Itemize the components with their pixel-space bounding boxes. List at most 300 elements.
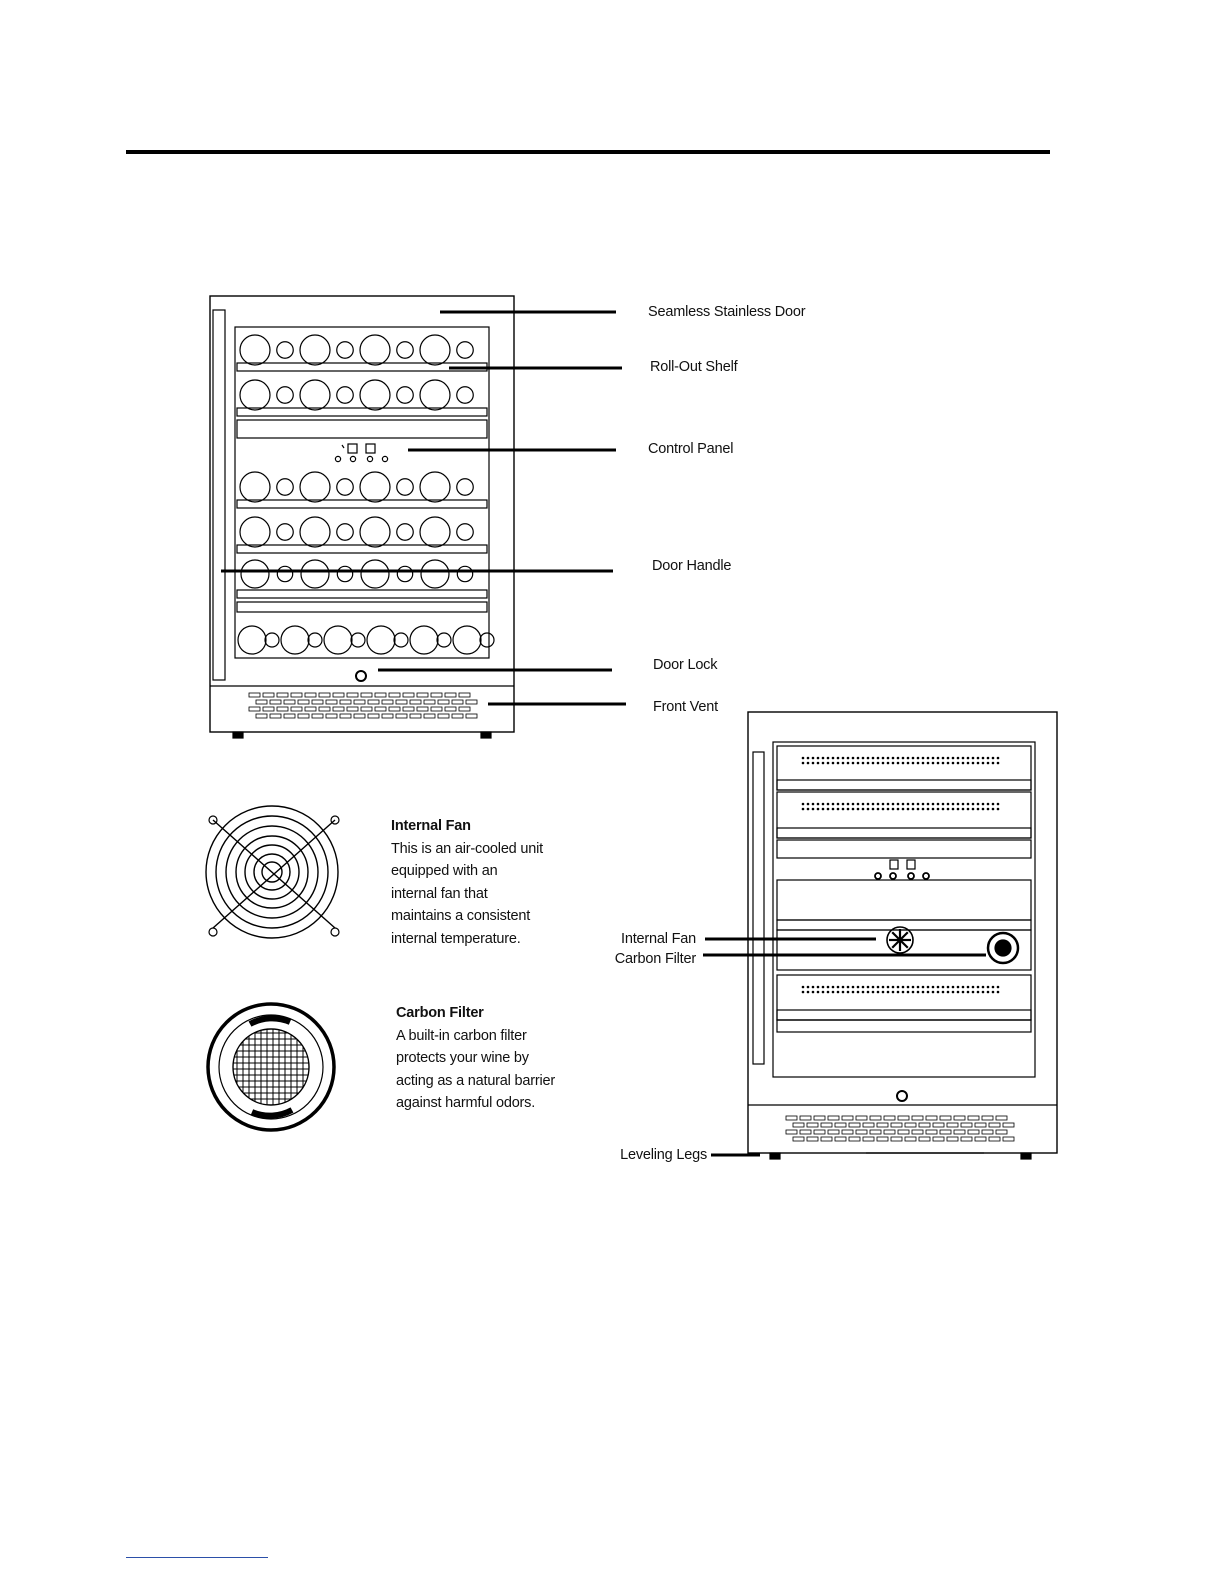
shelf-perforation [852, 991, 855, 994]
vent-slot [396, 700, 407, 704]
vent-slot [940, 1116, 951, 1120]
shelf-perforation [927, 757, 930, 760]
display-indicator [342, 445, 344, 448]
shelf-perforation [982, 808, 985, 811]
wire-shelf [777, 880, 1031, 920]
vent-slot [361, 693, 372, 697]
shelf-perforation [952, 762, 955, 765]
vent-slot [389, 693, 400, 697]
vent-slot [926, 1116, 937, 1120]
shelf-perforation [852, 757, 855, 760]
control-button [875, 873, 881, 879]
shelf-perforation [852, 986, 855, 989]
vent-slot [814, 1116, 825, 1120]
shelf-perforation [872, 986, 875, 989]
shelf-perforation [922, 986, 925, 989]
vent-slot [417, 693, 428, 697]
shelf-perforation [987, 803, 990, 806]
shelf-perforation [977, 991, 980, 994]
door-lock-icon [897, 1091, 907, 1101]
vent-slot [863, 1123, 874, 1127]
shelf-perforation [907, 991, 910, 994]
vent-slot [326, 700, 337, 704]
vent-slot [968, 1116, 979, 1120]
shelf-perforation [847, 808, 850, 811]
shelf-perforation [867, 803, 870, 806]
shelf-perforation [897, 757, 900, 760]
shelf-perforation [917, 757, 920, 760]
shelf-perforation [892, 986, 895, 989]
shelf-perforation [837, 986, 840, 989]
vent-slot [821, 1123, 832, 1127]
shelf-perforation [957, 808, 960, 811]
vent-slot [361, 707, 372, 711]
vent-slot [912, 1116, 923, 1120]
shelf-perforation [832, 986, 835, 989]
vent-slot [410, 700, 421, 704]
vent-slot [424, 714, 435, 718]
vent-slot [786, 1130, 797, 1134]
shelf-perforation [892, 991, 895, 994]
vent-slot [403, 693, 414, 697]
vent-slot [793, 1123, 804, 1127]
vent-slot [424, 700, 435, 704]
carbon-filter-description [396, 1002, 555, 1115]
shelf-perforation [857, 808, 860, 811]
bottle-end [300, 380, 330, 410]
shelf-perforation [907, 808, 910, 811]
shelf-perforation [952, 808, 955, 811]
filter-inner-ring [219, 1015, 323, 1119]
bottle-end [300, 517, 330, 547]
shelf-perforation [812, 986, 815, 989]
bottle-end [337, 566, 352, 581]
shelf-perforation [927, 991, 930, 994]
fan-blade [892, 932, 900, 940]
vent-slot [340, 700, 351, 704]
bottle-end [420, 335, 450, 365]
label-control-panel: Control Panel [648, 441, 734, 457]
wire-shelf [777, 975, 1031, 1020]
shelf-perforation [822, 757, 825, 760]
shelf-perforation [952, 803, 955, 806]
bottle-end [397, 387, 414, 404]
control-button [890, 873, 896, 879]
shelf-perforation [897, 808, 900, 811]
shelf-perforation [832, 762, 835, 765]
vent-slot [340, 714, 351, 718]
vent-slot [1003, 1123, 1014, 1127]
shelf-perforation [807, 991, 810, 994]
shelf-perforation [987, 991, 990, 994]
bottle-end [337, 342, 354, 359]
shelf-perforation [992, 991, 995, 994]
shelf-perforation [987, 762, 990, 765]
filter-core [995, 940, 1011, 956]
shelf-perforation [962, 762, 965, 765]
shelf-front-rail [777, 920, 1031, 930]
shelf-perforation [837, 808, 840, 811]
vent-slot [291, 707, 302, 711]
label-roll-out-shelf: Roll-Out Shelf [650, 359, 738, 375]
bottle-end [420, 380, 450, 410]
vent-slot [410, 714, 421, 718]
vent-slot [940, 1130, 951, 1134]
shelf-perforation [902, 991, 905, 994]
shelf-perforation [802, 762, 805, 765]
shelf-perforation [922, 757, 925, 760]
shelf-perforation [912, 986, 915, 989]
vent-slot [270, 714, 281, 718]
control-button [382, 456, 387, 461]
display-digit-box [348, 444, 357, 453]
shelf-perforation [877, 808, 880, 811]
bottle-end [360, 472, 390, 502]
shelf-perforation [972, 808, 975, 811]
bottle-end [240, 472, 270, 502]
fan-blade [892, 940, 900, 948]
shelf-perforation [972, 991, 975, 994]
shelf-perforation [877, 986, 880, 989]
desc-line: internal fan that [391, 885, 488, 902]
shelf-perforation [912, 991, 915, 994]
shelf-perforation [957, 757, 960, 760]
vent-slot [807, 1123, 818, 1127]
control-panel [335, 444, 387, 462]
label-door-lock: Door Lock [653, 657, 718, 673]
shelf-perforation [862, 986, 865, 989]
shelf-perforation [887, 803, 890, 806]
leveling-leg [233, 732, 243, 738]
label-front-vent: Front Vent [653, 699, 718, 715]
shelf-perforation [917, 986, 920, 989]
vent-slot [947, 1137, 958, 1141]
desc-line: protects your wine by [396, 1050, 529, 1066]
vent-slot [431, 693, 442, 697]
vent-slot [249, 707, 260, 711]
shelf-perforation [907, 757, 910, 760]
shelf-perforation [997, 808, 1000, 811]
shelf-front-rail [777, 780, 1031, 790]
shelf-perforation [812, 757, 815, 760]
bottle-end [360, 517, 390, 547]
vent-slot [452, 700, 463, 704]
carbon-filter-title: Carbon Filter [396, 1005, 484, 1021]
shelf-perforation [937, 991, 940, 994]
vent-slot [256, 714, 267, 718]
shelf-perforation [907, 986, 910, 989]
bottle-neck [480, 633, 494, 647]
guard-screw-hole [331, 928, 339, 936]
vent-slot [277, 707, 288, 711]
shelf-perforation [967, 757, 970, 760]
bottle-end [281, 626, 309, 654]
shelf-perforation [817, 803, 820, 806]
cabinet-outline [748, 712, 1057, 1153]
bottle-end [337, 387, 354, 404]
shelf-perforation [982, 803, 985, 806]
vent-slot [466, 714, 477, 718]
shelf-perforation [932, 762, 935, 765]
shelf-perforation [832, 757, 835, 760]
shelf-perforation [922, 991, 925, 994]
filter-tab [252, 1110, 292, 1116]
shelf-perforation [832, 991, 835, 994]
shelf-perforation [892, 762, 895, 765]
shelf-perforation [807, 762, 810, 765]
bottle-neck [308, 633, 322, 647]
bottle-end [277, 387, 294, 404]
carbon-filter-icon [208, 1004, 334, 1130]
shelf-perforation [987, 757, 990, 760]
roll-out-shelf [237, 545, 487, 553]
wire-shelf [777, 792, 1031, 838]
shelf-perforation [947, 986, 950, 989]
vent-slot [912, 1130, 923, 1134]
vent-slot [277, 693, 288, 697]
vent-slot [975, 1123, 986, 1127]
shelf-front-rail [237, 602, 487, 612]
shelf-perforation [937, 757, 940, 760]
shelf-perforation [817, 991, 820, 994]
shelf-perforation [872, 803, 875, 806]
shelf-perforation [812, 762, 815, 765]
bottle-neck [351, 633, 365, 647]
shelf-perforation [842, 991, 845, 994]
shelf-perforation [812, 803, 815, 806]
door-lock-icon [356, 671, 366, 681]
bottle-neck [437, 633, 451, 647]
bottle-end [277, 342, 294, 359]
vent-slot [891, 1137, 902, 1141]
shelf-perforation [907, 762, 910, 765]
shelf-perforation [842, 757, 845, 760]
roll-out-shelf [237, 500, 487, 508]
shelf-perforation [882, 762, 885, 765]
shelf-perforation [842, 808, 845, 811]
vent-slot [312, 700, 323, 704]
shelf-perforation [947, 757, 950, 760]
vent-slot [298, 714, 309, 718]
vent-slot [821, 1137, 832, 1141]
vent-slot [870, 1116, 881, 1120]
shelf-perforation [917, 991, 920, 994]
roll-out-shelf [237, 408, 487, 416]
bottle-end [337, 524, 354, 541]
label-seamless-door: Seamless Stainless Door [648, 304, 806, 320]
shelf-perforation [827, 757, 830, 760]
fan-blade [900, 932, 908, 940]
vent-slot [849, 1137, 860, 1141]
filter-outer-ring [208, 1004, 334, 1130]
vent-slot [933, 1137, 944, 1141]
shelf-perforation [962, 991, 965, 994]
shelf-perforation [887, 757, 890, 760]
bottle-end [420, 517, 450, 547]
shelf-perforation [957, 803, 960, 806]
vent-slot [800, 1116, 811, 1120]
shelf-perforation [942, 808, 945, 811]
shelf-perforation [897, 986, 900, 989]
bottle-end [277, 524, 294, 541]
shelf-perforation [927, 808, 930, 811]
shelf-perforation [887, 991, 890, 994]
vent-slot [368, 714, 379, 718]
roll-out-shelf [237, 590, 487, 598]
shelf-perforation [917, 808, 920, 811]
vent-slot [354, 700, 365, 704]
bottle-end [397, 524, 414, 541]
vent-slot [800, 1130, 811, 1134]
vent-slot [438, 700, 449, 704]
shelf-perforation [902, 986, 905, 989]
bottle-end [360, 335, 390, 365]
bottle-end [397, 479, 414, 496]
front-vent-grille [786, 1116, 1014, 1141]
shelf-perforation [992, 757, 995, 760]
vent-slot [919, 1123, 930, 1127]
shelf-perforation [857, 991, 860, 994]
vent-slot [333, 707, 344, 711]
vent-slot [270, 700, 281, 704]
shelf-perforation [942, 803, 945, 806]
bottle-end [361, 560, 389, 588]
bottle-end [337, 479, 354, 496]
vent-slot [933, 1123, 944, 1127]
vent-slot [919, 1137, 930, 1141]
bottle-end [453, 626, 481, 654]
desc-line: A built-in carbon filter [396, 1027, 527, 1044]
vent-slot [347, 707, 358, 711]
shelf-perforation [942, 991, 945, 994]
shelf-perforation [862, 991, 865, 994]
shelf-perforation [932, 757, 935, 760]
shelf-perforation [877, 803, 880, 806]
internal-fan-title: Internal Fan [391, 818, 471, 834]
shelf-perforation [897, 762, 900, 765]
shelf-front-rail [237, 420, 487, 438]
filter-mesh-edge [233, 1029, 309, 1105]
vent-slot [459, 707, 470, 711]
shelf-perforation [837, 762, 840, 765]
shelf-perforation [837, 757, 840, 760]
shelf-perforation [867, 986, 870, 989]
shelf-perforation [937, 803, 940, 806]
bottle-end [360, 380, 390, 410]
vent-slot [870, 1130, 881, 1134]
shelf-perforation [887, 986, 890, 989]
shelf-perforation [817, 986, 820, 989]
control-button [923, 873, 929, 879]
vent-slot [982, 1130, 993, 1134]
vent-slot [905, 1123, 916, 1127]
bottle-end [240, 335, 270, 365]
bottle-end [457, 566, 472, 581]
leveling-leg [481, 732, 491, 738]
shelf-perforation [967, 762, 970, 765]
vent-slot [284, 700, 295, 704]
bottle-end [277, 566, 292, 581]
shelf-perforation [897, 991, 900, 994]
shelf-perforation [882, 991, 885, 994]
desc-line: equipped with an [391, 863, 498, 879]
shelf-perforation [932, 991, 935, 994]
vent-slot [382, 700, 393, 704]
bottle-end [240, 380, 270, 410]
vent-slot [877, 1137, 888, 1141]
bottle-end [241, 560, 269, 588]
shelf-perforation [937, 986, 940, 989]
shelf-perforation [912, 757, 915, 760]
vent-slot [382, 714, 393, 718]
shelf-perforation [897, 803, 900, 806]
bottle-end [397, 342, 414, 359]
vent-slot [263, 693, 274, 697]
shelf-perforation [827, 991, 830, 994]
shelf-perforation [882, 986, 885, 989]
shelf-perforation [872, 991, 875, 994]
shelf-perforation [827, 762, 830, 765]
vent-slot [842, 1116, 853, 1120]
guard-screw-hole [209, 928, 217, 936]
shelf-perforation [867, 808, 870, 811]
vent-slot [389, 707, 400, 711]
shelf-perforation [877, 762, 880, 765]
desc-line: This is an air-cooled unit [391, 840, 543, 857]
bottle-end [457, 387, 474, 404]
shelf-perforation [822, 803, 825, 806]
bottle-end [397, 566, 412, 581]
shelf-perforation [987, 986, 990, 989]
shelf-perforation [922, 808, 925, 811]
filter-mesh [231, 1027, 311, 1107]
shelf-perforation [802, 986, 805, 989]
shelf-perforation [947, 991, 950, 994]
shelf-perforation [982, 762, 985, 765]
control-button [335, 456, 340, 461]
bottle-end [421, 560, 449, 588]
control-panel [875, 860, 929, 879]
filter-tab [250, 1018, 290, 1024]
vent-slot [333, 693, 344, 697]
shelf-perforation [827, 803, 830, 806]
vent-slot [452, 714, 463, 718]
shelf-perforation [847, 991, 850, 994]
vent-slot [989, 1123, 1000, 1127]
label-door-handle: Door Handle [652, 558, 732, 574]
vent-slot [263, 707, 274, 711]
vent-slot [445, 707, 456, 711]
vent-slot [947, 1123, 958, 1127]
shelf-perforation [877, 991, 880, 994]
vent-slot [898, 1116, 909, 1120]
shelf-perforation [852, 762, 855, 765]
shelf-perforation [922, 803, 925, 806]
label-leveling-legs: Leveling Legs [620, 1147, 707, 1163]
vent-slot [459, 693, 470, 697]
vent-slot [305, 707, 316, 711]
control-button [367, 456, 372, 461]
shelf-perforation [967, 986, 970, 989]
shelf-perforation [927, 803, 930, 806]
glass-window [235, 327, 489, 658]
vent-slot [961, 1137, 972, 1141]
vent-slot [786, 1116, 797, 1120]
shelf-perforation [942, 757, 945, 760]
shelf-perforation [892, 808, 895, 811]
shelf-perforation [962, 757, 965, 760]
vent-slot [989, 1137, 1000, 1141]
